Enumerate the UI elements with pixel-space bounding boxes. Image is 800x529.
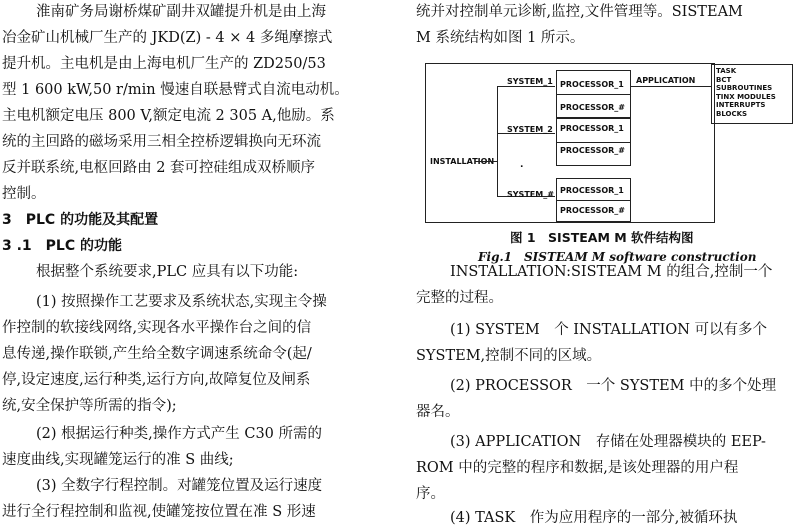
processor-label: PROCESSOR_# bbox=[560, 103, 625, 112]
connector-line bbox=[497, 86, 555, 87]
body-text-line: M 系统结构如图 1 所示。 bbox=[416, 30, 585, 46]
subsection-heading: 3 .1 PLC 的功能 bbox=[2, 238, 123, 254]
body-text-line: 型 1 600 kW,50 r/min 慢速自联悬臂式自流电动机。 bbox=[2, 82, 349, 98]
body-text-line: 统,安全保护等所需的指令); bbox=[2, 398, 177, 414]
processor-label: PROCESSOR_1 bbox=[560, 186, 624, 195]
body-text-line: 主电机额定电压 800 V,额定电流 2 305 A,他励。系 bbox=[2, 108, 335, 124]
task-item: TINX MODULES bbox=[716, 92, 776, 101]
body-text-line: 统的主回路的磁场采用三相全控桥逻辑换向无环流 bbox=[2, 134, 321, 150]
body-text-line: 进行全行程控制和监视,使罐笼按位置在准 S 形速 bbox=[2, 504, 316, 520]
section-heading: 3 PLC 的功能及其配置 bbox=[2, 212, 159, 228]
body-text-line: 速度曲线,实现罐笼运行的准 S 曲线; bbox=[2, 452, 234, 468]
continuation-dots: . bbox=[520, 160, 524, 170]
body-text-line: 控制。 bbox=[2, 186, 46, 202]
application-connector bbox=[631, 86, 711, 87]
processor-label: PROCESSOR_1 bbox=[560, 80, 624, 89]
body-text-line: 冶金矿山机械厂生产的 JKD(Z) - 4 × 4 多绳摩擦式 bbox=[2, 30, 333, 46]
processor-label: PROCESSOR_# bbox=[560, 146, 625, 155]
divider bbox=[556, 142, 631, 143]
body-text-line: 完整的过程。 bbox=[416, 290, 503, 306]
body-text-line: 反并联系统,电枢回路由 2 套可控硅组成双桥顺序 bbox=[2, 160, 316, 176]
body-text-line: 作控制的软接线网络,实现各水平操作台之间的信 bbox=[2, 320, 312, 336]
processor-label: PROCESSOR_1 bbox=[560, 124, 624, 133]
body-text-line: (1) 按照操作工艺要求及系统状态,实现主令操 bbox=[36, 294, 327, 310]
task-list-box bbox=[711, 64, 793, 124]
task-item: SUBROUTINES bbox=[716, 84, 773, 92]
body-text-line: (2) PROCESSOR 一个 SYSTEM 中的多个处理 bbox=[450, 378, 777, 394]
processor-label: PROCESSOR_# bbox=[560, 206, 625, 215]
body-text-line: 息传递,操作联锁,产生给全数字调速系统命令(起/ bbox=[2, 346, 312, 362]
body-text-line: 序。 bbox=[416, 486, 445, 502]
body-text-line: ROM 中的完整的程序和数据,是该处理器的用户程 bbox=[416, 460, 739, 476]
task-item: TASK bbox=[716, 67, 737, 75]
divider bbox=[556, 200, 631, 201]
body-text-line: 统并对控制单元诊断,监控,文件管理等。SISTEAM bbox=[416, 4, 743, 20]
body-text-line: (4) TASK 作为应用程序的一部分,被循环执 bbox=[450, 510, 738, 526]
task-item: BLOCKS bbox=[716, 109, 748, 118]
body-text-line: (3) 全数字行程控制。对罐笼位置及运行速度 bbox=[36, 478, 323, 494]
task-item: BCT bbox=[716, 75, 732, 84]
body-text-line: INSTALLATION:SISTEAM M 的组合,控制一个 bbox=[450, 264, 773, 280]
figure-caption-cn: 图 1 SISTEAM M 软件结构图 bbox=[510, 230, 694, 245]
body-text-line: (2) 根据运行种类,操作方式产生 C30 所需的 bbox=[36, 426, 323, 442]
body-text-line: (3) APPLICATION 存储在处理器模块的 EEP- bbox=[450, 434, 766, 450]
installation-label: INSTALLATION bbox=[430, 157, 495, 166]
task-item: INTERRUPTS bbox=[716, 101, 766, 109]
application-label: APPLICATION bbox=[636, 76, 696, 85]
system-label: SYSTEM_2 bbox=[507, 125, 553, 134]
body-text-line: 根据整个系统要求,PLC 应具有以下功能: bbox=[36, 264, 299, 280]
connector-line bbox=[475, 161, 497, 162]
body-text-line: 淮南矿务局谢桥煤矿副井双罐提升机是由上海 bbox=[36, 4, 326, 20]
body-text-line: SYSTEM,控制不同的区域。 bbox=[416, 348, 602, 364]
body-text-line: 停,设定速度,运行种类,运行方向,故障复位及闸系 bbox=[2, 372, 311, 388]
body-text-line: (1) SYSTEM 个 INSTALLATION 可以有多个 bbox=[450, 322, 768, 338]
divider bbox=[556, 94, 631, 95]
body-text-line: 提升机。主电机是由上海电机厂生产的 ZD250/53 bbox=[2, 56, 326, 72]
system-label: SYSTEM_1 bbox=[507, 77, 553, 86]
installation-bracket-line bbox=[497, 86, 498, 196]
body-text-line: 器名。 bbox=[416, 404, 460, 420]
system-label: SYSTEM_# bbox=[507, 190, 554, 199]
figure-caption-en: Fig.1 SISTEAM M software construction bbox=[478, 250, 757, 264]
